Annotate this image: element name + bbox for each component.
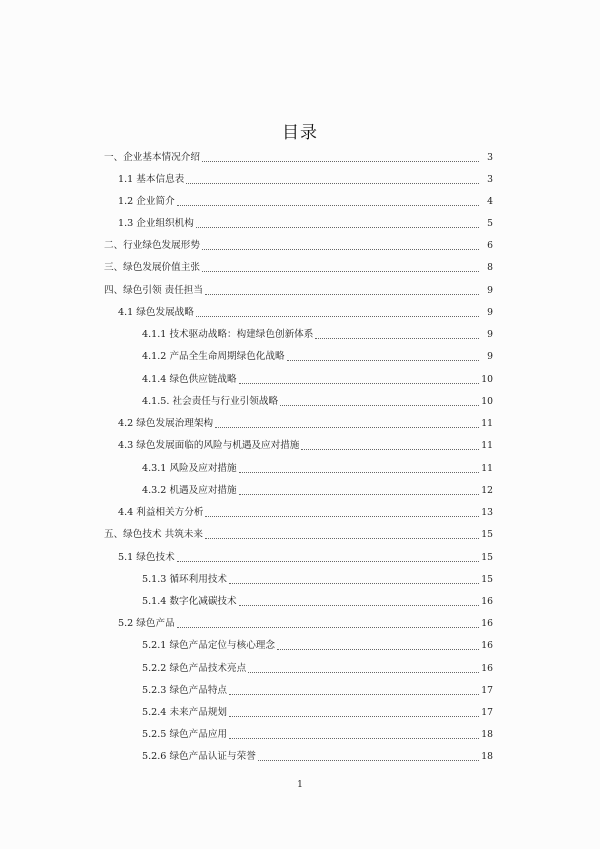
toc-entry[interactable] xyxy=(0,505,600,519)
toc-entry-page: 17 xyxy=(481,707,493,718)
toc-entry-label: 五、绿色技术 共筑未来 xyxy=(104,529,203,540)
toc-entry[interactable] xyxy=(0,483,600,497)
toc-entry-label: 5.1 绿色技术 xyxy=(118,552,175,563)
toc-entry[interactable] xyxy=(0,238,600,252)
dot-leader xyxy=(205,537,479,539)
toc-entry-label: 四、绿色引领 责任担当 xyxy=(104,285,203,296)
toc-entry[interactable] xyxy=(0,550,600,564)
toc-entry-label: 5.2.5 绿色产品应用 xyxy=(142,729,228,740)
toc-entry[interactable] xyxy=(0,416,600,430)
toc-entry-label: 4.1.4 绿色供应链战略 xyxy=(142,374,237,385)
toc-entry-label: 4.1.5. 社会责任与行业引领战略 xyxy=(142,396,279,407)
dot-leader xyxy=(177,560,479,562)
toc-entry-label: 5.2.3 绿色产品特点 xyxy=(142,685,228,696)
toc-entry-page: 16 xyxy=(481,618,493,629)
toc-entry[interactable] xyxy=(0,594,600,608)
toc-entry-page: 16 xyxy=(481,640,493,651)
toc-entry-label: 4.1.2 产品全生命周期绿色化战略 xyxy=(142,351,285,362)
toc-entry-page: 3 xyxy=(487,174,493,185)
dot-leader xyxy=(202,270,479,272)
toc-entry-label: 5.1.4 数字化减碳技术 xyxy=(142,596,237,607)
toc-entry-page: 11 xyxy=(481,418,493,429)
toc-entry[interactable] xyxy=(0,327,600,341)
dot-leader xyxy=(196,226,479,228)
toc-entry-label: 5.1.3 循环利用技术 xyxy=(142,574,228,585)
toc-entry[interactable] xyxy=(0,194,600,208)
dot-leader xyxy=(215,426,479,428)
toc-entry[interactable] xyxy=(0,150,600,164)
dot-leader xyxy=(239,493,479,495)
toc-entry-page: 9 xyxy=(487,351,493,362)
toc-entry-page: 18 xyxy=(481,751,493,762)
toc-entry-page: 12 xyxy=(481,485,493,496)
toc-entry-page: 5 xyxy=(487,218,493,229)
toc-entry-label: 4.3.1 风险及应对措施 xyxy=(142,463,237,474)
dot-leader xyxy=(229,693,479,695)
toc-entry-page: 4 xyxy=(487,196,493,207)
dot-leader xyxy=(196,315,479,317)
dot-leader xyxy=(239,382,479,384)
toc-entry-label: 5.2 绿色产品 xyxy=(118,618,175,629)
toc-entry[interactable] xyxy=(0,527,600,541)
dot-leader xyxy=(277,648,479,650)
toc-entry-page: 6 xyxy=(487,240,493,251)
toc-entry-label: 5.2.1 绿色产品定位与核心理念 xyxy=(142,640,275,651)
toc-entry-page: 9 xyxy=(487,285,493,296)
toc-entry[interactable] xyxy=(0,394,600,408)
dot-leader xyxy=(202,160,479,162)
toc-entry-label: 4.1 绿色发展战略 xyxy=(118,307,194,318)
dot-leader xyxy=(248,671,479,673)
toc-entry-page: 10 xyxy=(481,374,493,385)
toc-entry-page: 9 xyxy=(487,329,493,340)
toc-entry-page: 16 xyxy=(481,663,493,674)
dot-leader xyxy=(177,204,479,206)
dot-leader xyxy=(202,248,479,250)
toc-entry-label: 4.3.2 机遇及应对措施 xyxy=(142,485,237,496)
toc-entry[interactable] xyxy=(0,349,600,363)
toc-entry-label: 三、绿色发展价值主张 xyxy=(104,262,200,273)
toc-entry-label: 5.2.6 绿色产品认证与荣誉 xyxy=(142,751,256,762)
toc-entry-label: 1.2 企业简介 xyxy=(118,196,175,207)
toc-entry[interactable] xyxy=(0,438,600,452)
toc-entry[interactable] xyxy=(0,283,600,297)
toc-entry-page: 17 xyxy=(481,685,493,696)
page-number: 1 xyxy=(297,780,303,790)
dot-leader xyxy=(287,359,479,361)
dot-leader xyxy=(205,515,479,517)
dot-leader xyxy=(186,182,479,184)
toc-entry[interactable] xyxy=(0,705,600,719)
toc-entry-page: 11 xyxy=(481,463,493,474)
toc-entry-page: 15 xyxy=(481,552,493,563)
dot-leader xyxy=(229,737,479,739)
toc-entry-label: 5.2.2 绿色产品技术亮点 xyxy=(142,663,247,674)
toc-entry[interactable] xyxy=(0,638,600,652)
toc-entry[interactable] xyxy=(0,260,600,274)
toc-entry-label: 一、企业基本情况介绍 xyxy=(104,152,200,163)
toc-entry[interactable] xyxy=(0,727,600,741)
toc-entry[interactable] xyxy=(0,683,600,697)
toc-entry-page: 16 xyxy=(481,596,493,607)
toc-entry-page: 15 xyxy=(481,574,493,585)
toc-entry-page: 3 xyxy=(487,152,493,163)
dot-leader xyxy=(301,448,479,450)
toc-entry[interactable] xyxy=(0,572,600,586)
dot-leader xyxy=(239,471,479,473)
toc-entry-label: 1.3 企业组织机构 xyxy=(118,218,194,229)
toc-entry[interactable] xyxy=(0,216,600,230)
toc-entry[interactable] xyxy=(0,616,600,630)
dot-leader xyxy=(258,759,479,761)
dot-leader xyxy=(177,626,479,628)
toc-entry[interactable] xyxy=(0,461,600,475)
dot-leader xyxy=(315,337,479,339)
dot-leader xyxy=(280,404,479,406)
toc-entry-page: 11 xyxy=(481,440,493,451)
toc-entry-label: 4.2 绿色发展治理架构 xyxy=(118,418,214,429)
toc-entry-label: 4.3 绿色发展面临的风险与机遇及应对措施 xyxy=(118,440,300,451)
toc-entry[interactable] xyxy=(0,172,600,186)
toc-entry-page: 9 xyxy=(487,307,493,318)
toc-entry-label: 1.1 基本信息表 xyxy=(118,174,185,185)
toc-entry[interactable] xyxy=(0,749,600,763)
toc-entry-page: 15 xyxy=(481,529,493,540)
dot-leader xyxy=(239,604,479,606)
dot-leader xyxy=(229,582,479,584)
toc-entry[interactable] xyxy=(0,661,600,675)
toc-entry-page: 10 xyxy=(481,396,493,407)
toc-entry[interactable] xyxy=(0,305,600,319)
toc-entry-label: 5.2.4 未来产品规划 xyxy=(142,707,228,718)
toc-entry-label: 4.1.1 技术驱动战略：构建绿色创新体系 xyxy=(142,329,314,340)
toc-entry-page: 8 xyxy=(487,262,493,273)
dot-leader xyxy=(229,715,479,717)
toc-entry-page: 18 xyxy=(481,729,493,740)
toc-entry-label: 二、行业绿色发展形势 xyxy=(104,240,200,251)
dot-leader xyxy=(205,293,479,295)
toc-entry-page: 13 xyxy=(481,507,493,518)
toc-entry[interactable] xyxy=(0,372,600,386)
toc-entry-label: 4.4 利益相关方分析 xyxy=(118,507,204,518)
page-title: 目录 xyxy=(282,123,318,143)
